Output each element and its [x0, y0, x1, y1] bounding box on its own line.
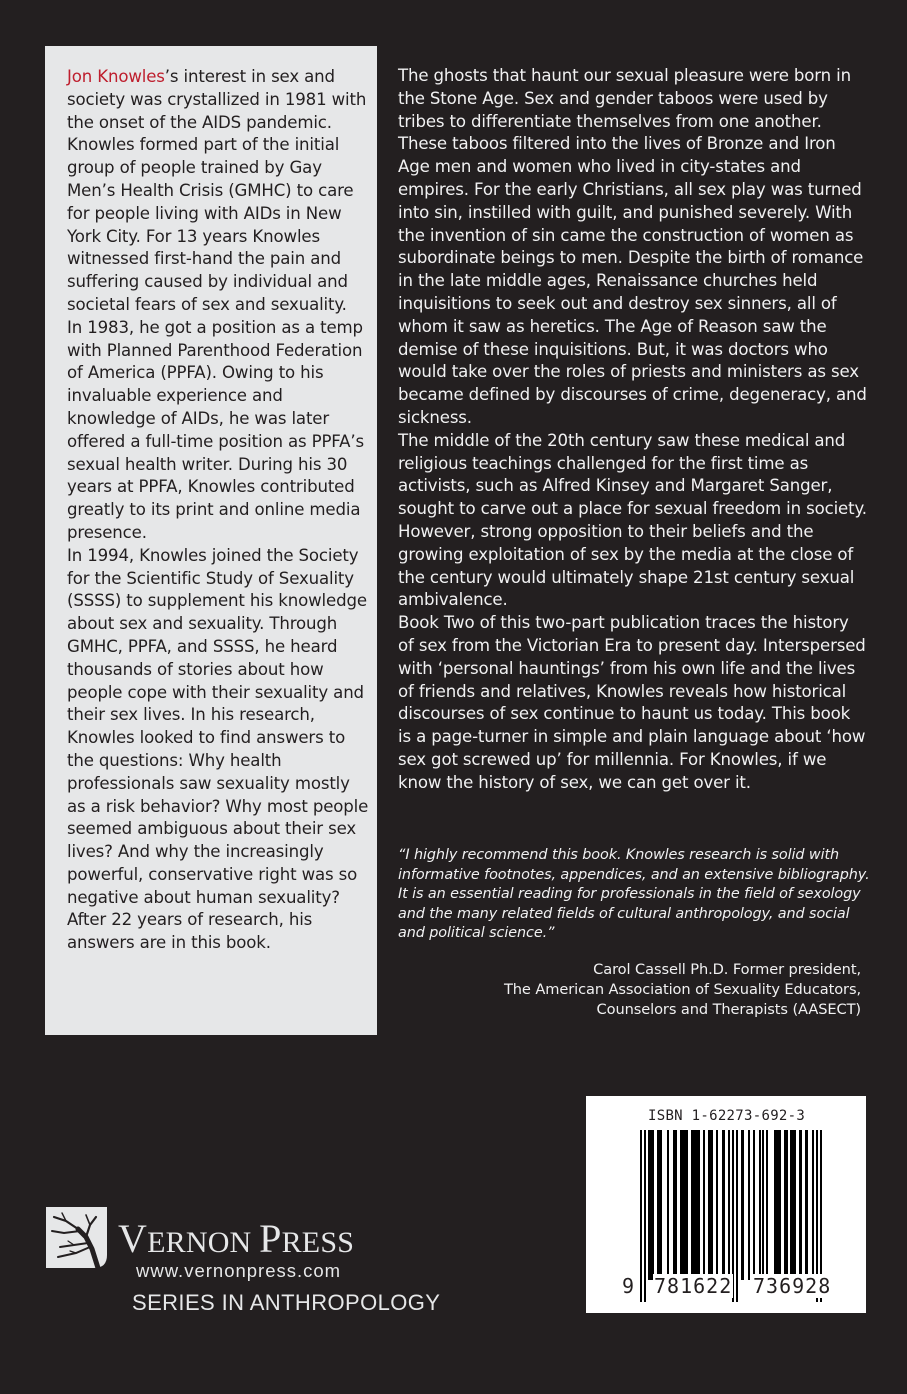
isbn-label: ISBN 1-62273-692-3	[648, 1108, 806, 1124]
description-paragraph-2: The middle of the 20th century saw these medical and religious teachings challenged for the first time as activists, such as Alfred Kinsey and Margaret Sanger, sought to carve out a place for sexual freedom in society. However, strong opposition to their beliefs and the growing exploitation of sex by the media at the close of the century would ultimately shape 21st century sexual ambivalence.	[398, 430, 867, 610]
attribution-line-1: Carol Cassell Ph.D. Former president,	[593, 961, 861, 978]
ean-left-group: 781622	[654, 1274, 733, 1298]
author-bio-paragraph-3: In 1994, Knowles joined the Society for the Scientific Study of Sexuality (SSSS) to supplement his knowledge about sex and sexuality. Through GMHC, PPFA, and SSSS, he heard thousands of stories about how people cope with their sexuality and their sex lives. In his research, Knowles looked to find answers to the questions: Why health professionals saw sexuality mostly as a risk behavior? Why most people seemed ambiguous about their sex lives? And why the increasingly powerful, conservative right was so negative about human sexuality? After 22 years of research, his answers are in this book.	[67, 545, 369, 953]
attribution-line-3: Counselors and Therapists (AASECT)	[596, 1000, 861, 1018]
endorsement-attribution	[401, 960, 861, 1019]
attribution-line-2: The American Association of Sexuality Educators,	[503, 980, 861, 998]
book-description	[398, 65, 868, 795]
isbn-barcode	[586, 1096, 866, 1313]
publisher-name: VERNON PRESS	[118, 1216, 355, 1261]
ean-right-group: 736928	[753, 1274, 832, 1298]
tree-branch-icon	[46, 1207, 107, 1268]
author-bio-paragraph-2: In 1983, he got a position as a temp with Planned Parenthood Federation of America (PPFA). Owing to his invaluable experience and knowledge of AIDs, he was later offered a full-time position as PPFA’s sexual health writer. During his 30 years at PPFA, Knowles contributed greatly to its print and online media presence.	[67, 317, 364, 542]
description-paragraph-1: The ghosts that haunt our sexual pleasure were born in the Stone Age. Sex and gender taboos were used by tribes to differentiate themselves from one another. These taboos filtered into the lives of Bronze and Iron Age men and women who lived in city-states and empires. For the early Christians, all sex play was turned into sin, instilled with guilt, and punished severely. With the invention of sin came the construction of women as subordinate beings to men. Despite the birth of romance in the late middle ages, Renaissance churches held inquisitions to seek out and destroy sex sinners, all of whom it saw as heretics. The Age of Reason saw the demise of these inquisitions. But, it was doctors who would take over the roles of priests and ministers as sex became defined by discourses of crime, degeneracy, and sickness.	[398, 66, 867, 427]
series-title: SERIES IN ANTHROPOLOGY	[132, 1290, 441, 1315]
author-name: Jon Knowles	[67, 67, 165, 86]
endorsement-quote: “I highly recommend this book. Knowles research is solid with informative footnotes, appendices, and an extensive bibliography. It is an essential reading for professionals in the field of sexology and the many related fields of cultural anthropology, and social and political science.”	[398, 847, 870, 941]
ean-first-digit: 9	[622, 1274, 636, 1298]
ean-number	[622, 1274, 832, 1394]
author-bio-paragraph-1: Jon Knowles’s interest in sex and society was crystallized in 1981 with the onset of the AIDS pandemic. Knowles formed part of the initial group of people trained by Gay Men’s Health Crisis (GMHC) to care for people living with AIDs in New York City. For 13 years Knowles witnessed first-hand the pain and suffering caused by individual and societal fears of sex and sexuality.	[67, 67, 367, 314]
author-bio-panel	[45, 46, 377, 1035]
description-paragraph-3: Book Two of this two-part publication traces the history of sex from the Victorian Era to present day. Interspersed with ‘personal hauntings’ from his own life and the lives of friends and relatives, Knowles reveals how historical discourses of sex continue to haunt us today. This book is a page-turner in simple and plain language about ‘how sex got screwed up’ for millennia. For Knowles, if we know the history of sex, we can get over it.	[398, 613, 866, 792]
publisher-website-link[interactable]: www.vernonpress.com	[136, 1260, 342, 1281]
